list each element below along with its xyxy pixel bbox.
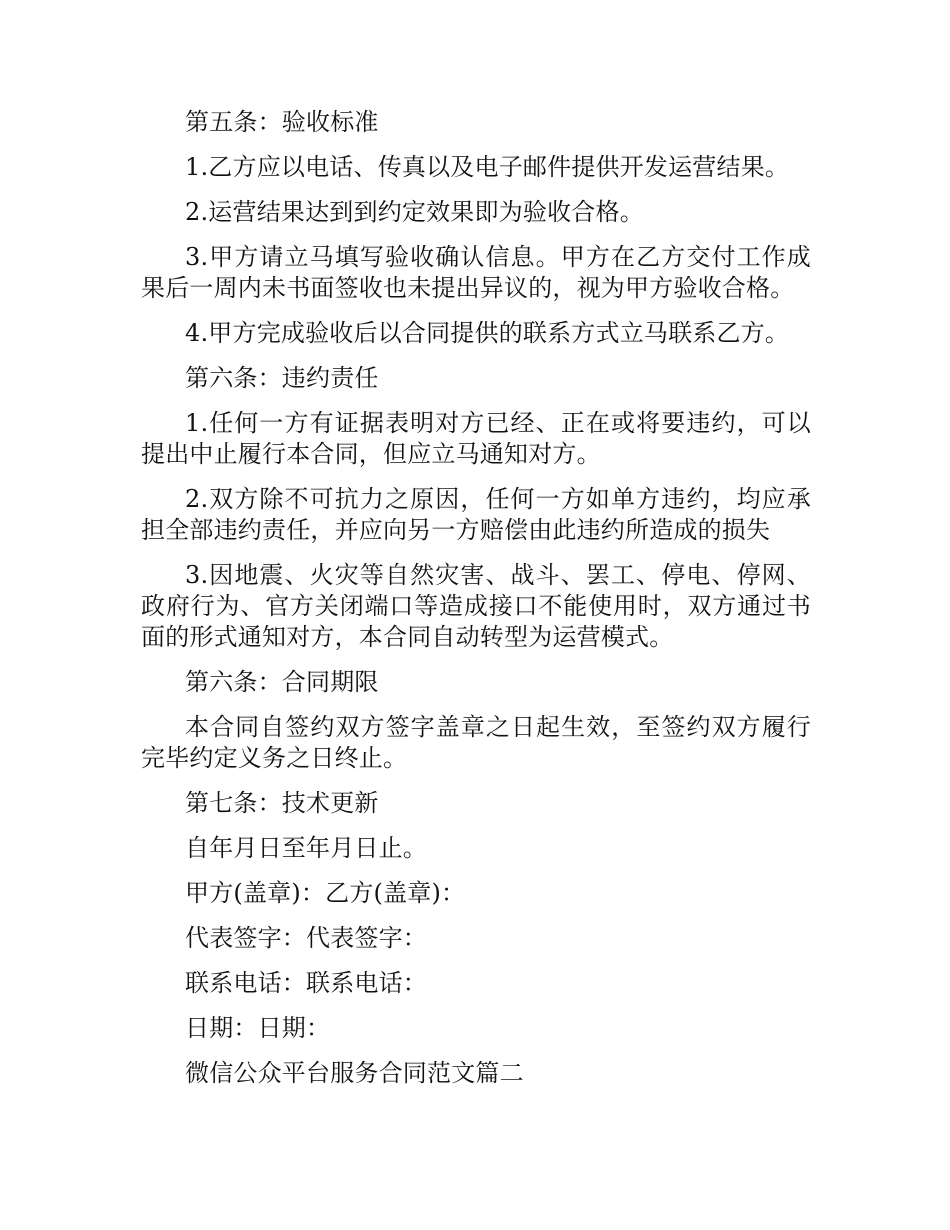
signature-phone-line: 联系电话：联系电话： [185, 969, 427, 997]
signature-seal-line: 甲方(盖章)：乙方(盖章)： [185, 879, 466, 907]
section-heading-acceptance: 第五条：验收标准 [185, 108, 379, 136]
paragraph: 3.因地震、火灾等自然灾害、战斗、罢工、停电、停网、政府行为、官方关闭端口等造成接口不能使用时，双方通过书面的形式通知对方，本合同自动转型为运营模式。 [141, 561, 811, 651]
document-body [141, 107, 811, 1103]
paragraph: 1.乙方应以电话、传真以及电子邮件提供开发运营结果。 [185, 153, 790, 181]
paragraph: 3.甲方请立马填写验收确认信息。甲方在乙方交付工作成果后一周内未书面签收也未提出异议的，视为甲方验收合格。 [141, 243, 811, 302]
paragraph: 2.双方除不可抗力之原因，任何一方如单方违约，均应承担全部违约责任，并应向另一方赔偿由此违约所造成的损失 [141, 485, 811, 544]
signature-date-line: 日期：日期： [185, 1014, 331, 1042]
section-heading-tech-update: 第七条：技术更新 [185, 789, 379, 817]
section-heading-term: 第六条：合同期限 [185, 668, 379, 696]
paragraph: 2.运营结果达到到约定效果即为验收合格。 [185, 198, 644, 226]
paragraph: 本合同自签约双方签字盖章之日起生效，至签约双方履行完毕约定义务之日终止。 [141, 713, 811, 772]
paragraph: 1.任何一方有证据表明对方已经、正在或将要违约，可以提出中止履行本合同，但应立马通知对方。 [141, 409, 811, 468]
paragraph: 4.甲方完成验收后以合同提供的联系方式立马联系乙方。 [185, 319, 790, 347]
next-article-title: 微信公众平台服务合同范文篇二 [185, 1059, 524, 1087]
paragraph: 自年月日至年月日止。 [185, 834, 427, 862]
signature-representative-line: 代表签字：代表签字： [185, 924, 427, 952]
section-heading-liability: 第六条：违约责任 [185, 364, 379, 392]
